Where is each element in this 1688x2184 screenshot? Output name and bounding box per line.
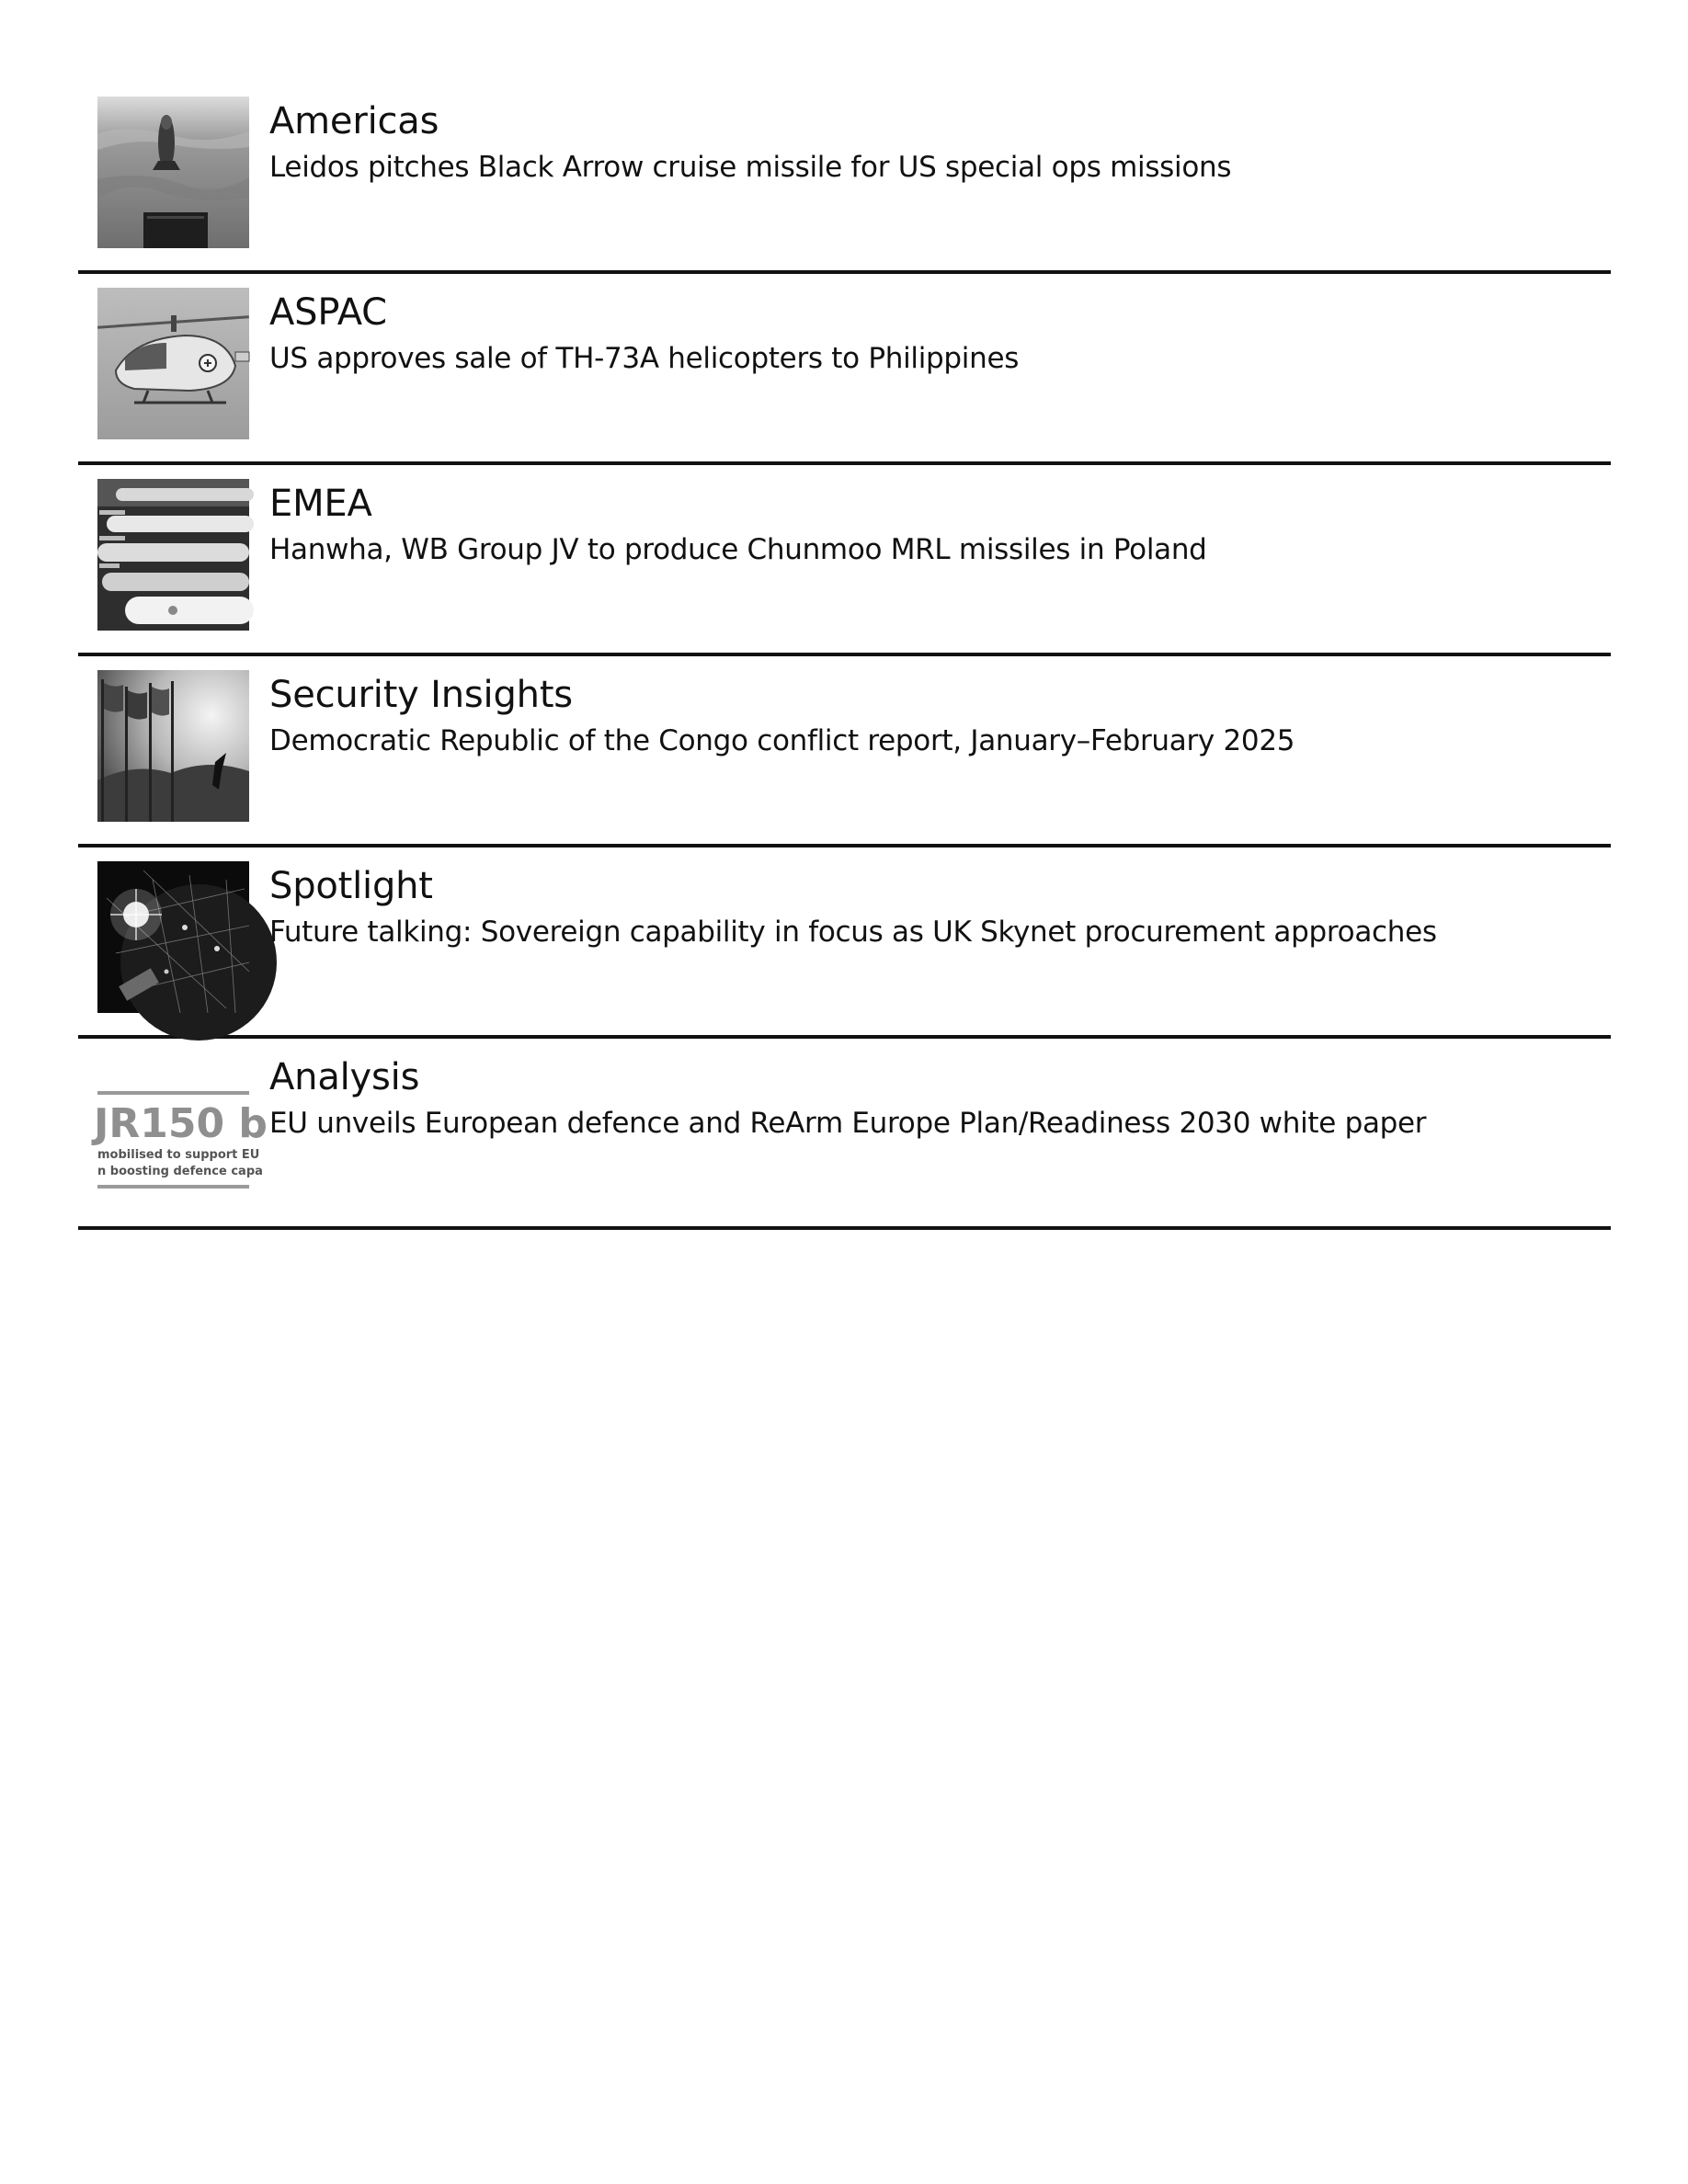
category-label[interactable]: EMEA: [269, 483, 372, 525]
svg-text:mobilised to support EU: mobilised to support EU: [97, 1148, 260, 1162]
article-item-aspac[interactable]: [78, 274, 1611, 465]
article-item-analysis[interactable]: [78, 1039, 1611, 1230]
satellite-network-image[interactable]: [97, 861, 249, 1013]
article-item-emea[interactable]: [78, 465, 1611, 656]
article-item-spotlight[interactable]: [78, 847, 1611, 1039]
svg-text:JR150 b: JR150 b: [94, 1100, 268, 1147]
article-headline[interactable]: US approves sale of TH-73A helicopters to Philippines: [269, 342, 1020, 375]
article-text: [269, 862, 1602, 952]
article-item-americas[interactable]: [78, 83, 1611, 274]
article-headline[interactable]: EU unveils European defence and ReArm Europe Plan/Readiness 2030 white paper: [269, 1107, 1427, 1140]
category-label[interactable]: Americas: [269, 100, 439, 142]
eur150-banner-image[interactable]: [94, 1052, 268, 1204]
flags-and-smoke-image[interactable]: [97, 670, 249, 822]
category-label[interactable]: Security Insights: [269, 674, 573, 716]
article-headline[interactable]: Democratic Republic of the Congo conflict report, January–February 2025: [269, 724, 1295, 757]
missile-models-image[interactable]: [97, 479, 249, 631]
cruise-missile-launch-image[interactable]: [97, 97, 249, 248]
article-text: [269, 671, 1602, 761]
article-item-security-insights[interactable]: [78, 656, 1611, 847]
article-text: [269, 480, 1602, 570]
article-headline[interactable]: Hanwha, WB Group JV to produce Chunmoo MRL missiles in Poland: [269, 533, 1207, 566]
category-label[interactable]: Analysis: [269, 1056, 420, 1098]
svg-text:n boosting defence capa: n boosting defence capa: [97, 1165, 263, 1178]
article-headline[interactable]: Leidos pitches Black Arrow cruise missile for US special ops missions: [269, 151, 1232, 184]
article-text: [269, 97, 1602, 188]
helicopter-image[interactable]: [97, 288, 249, 439]
category-label[interactable]: Spotlight: [269, 865, 433, 907]
category-label[interactable]: ASPAC: [269, 291, 387, 334]
article-headline[interactable]: Future talking: Sovereign capability in focus as UK Skynet procurement approaches: [269, 916, 1437, 949]
article-text: [269, 289, 1602, 379]
article-list: [78, 83, 1611, 1230]
article-text: [269, 1053, 1602, 1143]
